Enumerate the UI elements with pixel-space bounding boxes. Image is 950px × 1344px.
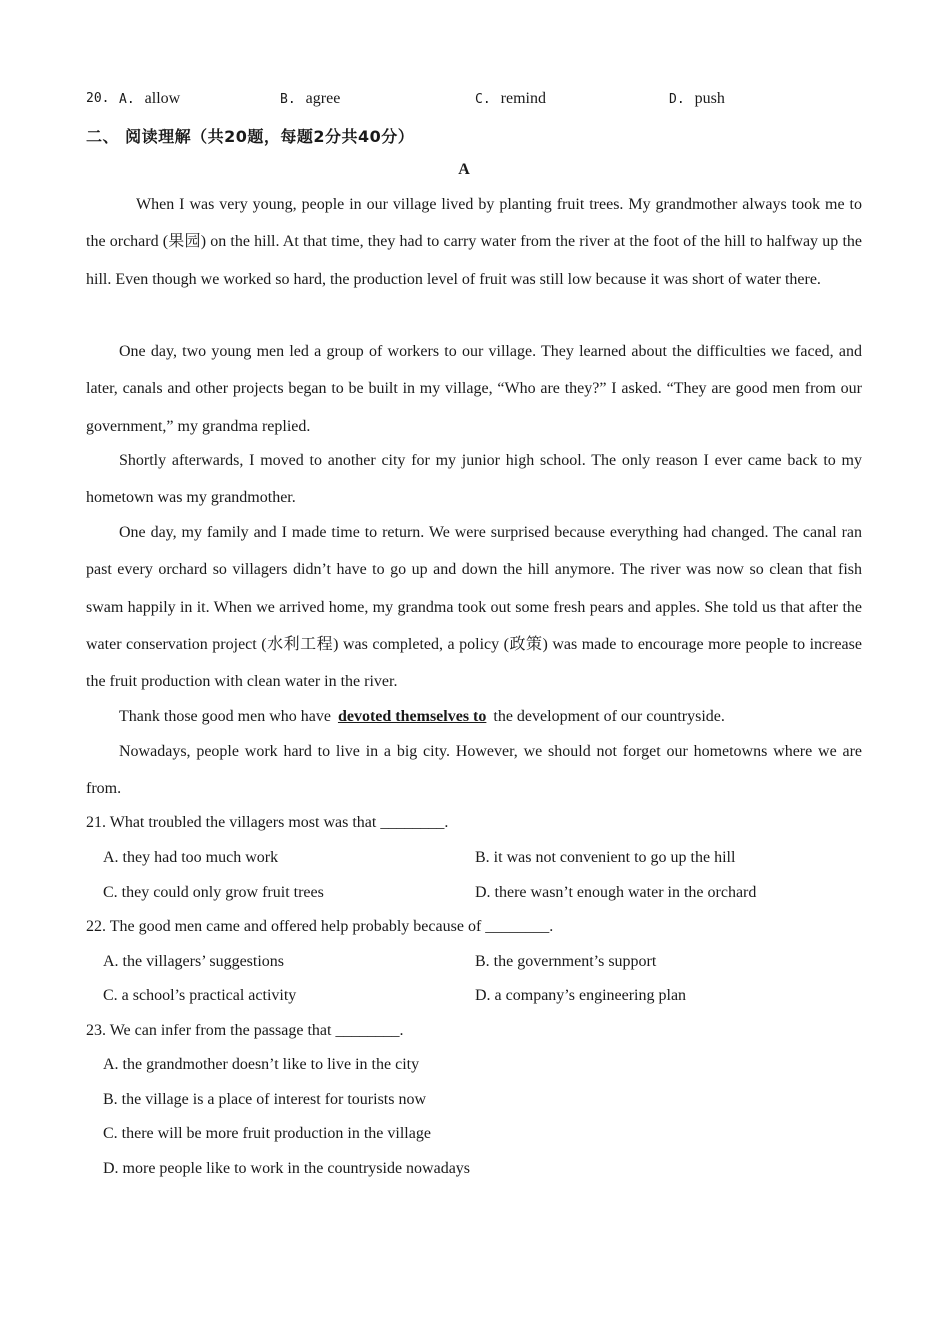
question-23-option-d: D. more people like to work in the countryside nowadays <box>103 1160 471 1177</box>
option-letter: C. <box>475 92 491 107</box>
option-text: push <box>694 90 725 107</box>
question-22-option-c: C. a school’s practical activity <box>103 987 297 1004</box>
question-22-option-d: D. a company’s engineering plan <box>475 987 687 1004</box>
passage-paragraph-2: One day, two young men led a group of workers to our village. They learned about the difficulties we faced, and later, canals and other projects began to be built in my village, “Who are they?” I asked. “They are good men from our government,” my grandma replied. <box>86 343 862 435</box>
option-letter: B. <box>280 92 296 107</box>
question-23-option-c: C. there will be more fruit production in the village <box>103 1125 431 1142</box>
option-text: agree <box>305 90 341 107</box>
option-text: remind <box>500 90 546 107</box>
question-22-stem: 22. The good men came and offered help probably because of ________. <box>86 918 554 935</box>
option-letter: A. <box>119 92 135 107</box>
passage-paragraph-3: Shortly afterwards, I moved to another city for my junior high school. The only reason I ever came back to my hometown was my grandmother. <box>86 452 862 507</box>
question-21-option-d: D. there wasn’t enough water in the orchard <box>475 884 757 901</box>
question-23-option-a: A. the grandmother doesn’t like to live in the city <box>103 1056 420 1073</box>
passage-paragraph-1: When I was very young, people in our village lived by planting fruit trees. My grandmother always took me to the orchard (果园) on the hill. At that time, they had to carry water from the river at the foot of the hill to halfway up the hill. Even though we worked so hard, the production level of fruit was still low because it was short of water there. <box>86 196 862 288</box>
paragraph-text: the development of our countryside. <box>493 708 725 725</box>
question-21-option-a: A. they had too much work <box>103 849 279 866</box>
passage-paragraph-6: Nowadays, people work hard to live in a big city. However, we should not forget our hometowns where we are from. <box>86 743 862 798</box>
question-20-number: 20. <box>86 91 110 106</box>
section-heading: 二、 阅读理解（共20题，每题2分共40分） <box>86 127 415 146</box>
passage-letter: A <box>458 161 470 178</box>
question-20 <box>86 90 866 112</box>
question-21-stem: 21. What troubled the villagers most was that ________. <box>86 814 449 831</box>
question-20-option-a <box>119 90 180 108</box>
question-21-option-c: C. they could only grow fruit trees <box>103 884 324 901</box>
question-23-option-b: B. the village is a place of interest for tourists now <box>103 1091 427 1108</box>
underlined-keyword: devoted themselves to <box>337 708 487 725</box>
question-20-option-d <box>669 90 725 108</box>
question-21-option-b: B. it was not convenient to go up the hill <box>475 849 736 866</box>
question-23-stem: 23. We can infer from the passage that ________. <box>86 1022 404 1039</box>
paragraph-text: Thank those good men who have <box>119 708 331 725</box>
question-22-option-a: A. the villagers’ suggestions <box>103 953 285 970</box>
passage-paragraph-5 <box>86 698 862 735</box>
question-20-option-c <box>475 90 546 108</box>
option-letter: D. <box>669 92 685 107</box>
option-text: allow <box>144 90 181 107</box>
question-22-option-b: B. the government’s support <box>475 953 657 970</box>
passage-paragraph-4: One day, my family and I made time to return. We were surprised because everything had changed. The canal ran past every orchard so villagers didn’t have to go up and down the hill anymore. The river was now so clean that fish swam happily in it. When we arrived home, my grandma took out some fresh pears and apples. She told us that after the water conservation project (水利工程) was completed, a policy (政策) was made to encourage more people to increase the fruit production with clean water in the river. <box>86 524 862 691</box>
question-20-option-b <box>280 90 340 108</box>
